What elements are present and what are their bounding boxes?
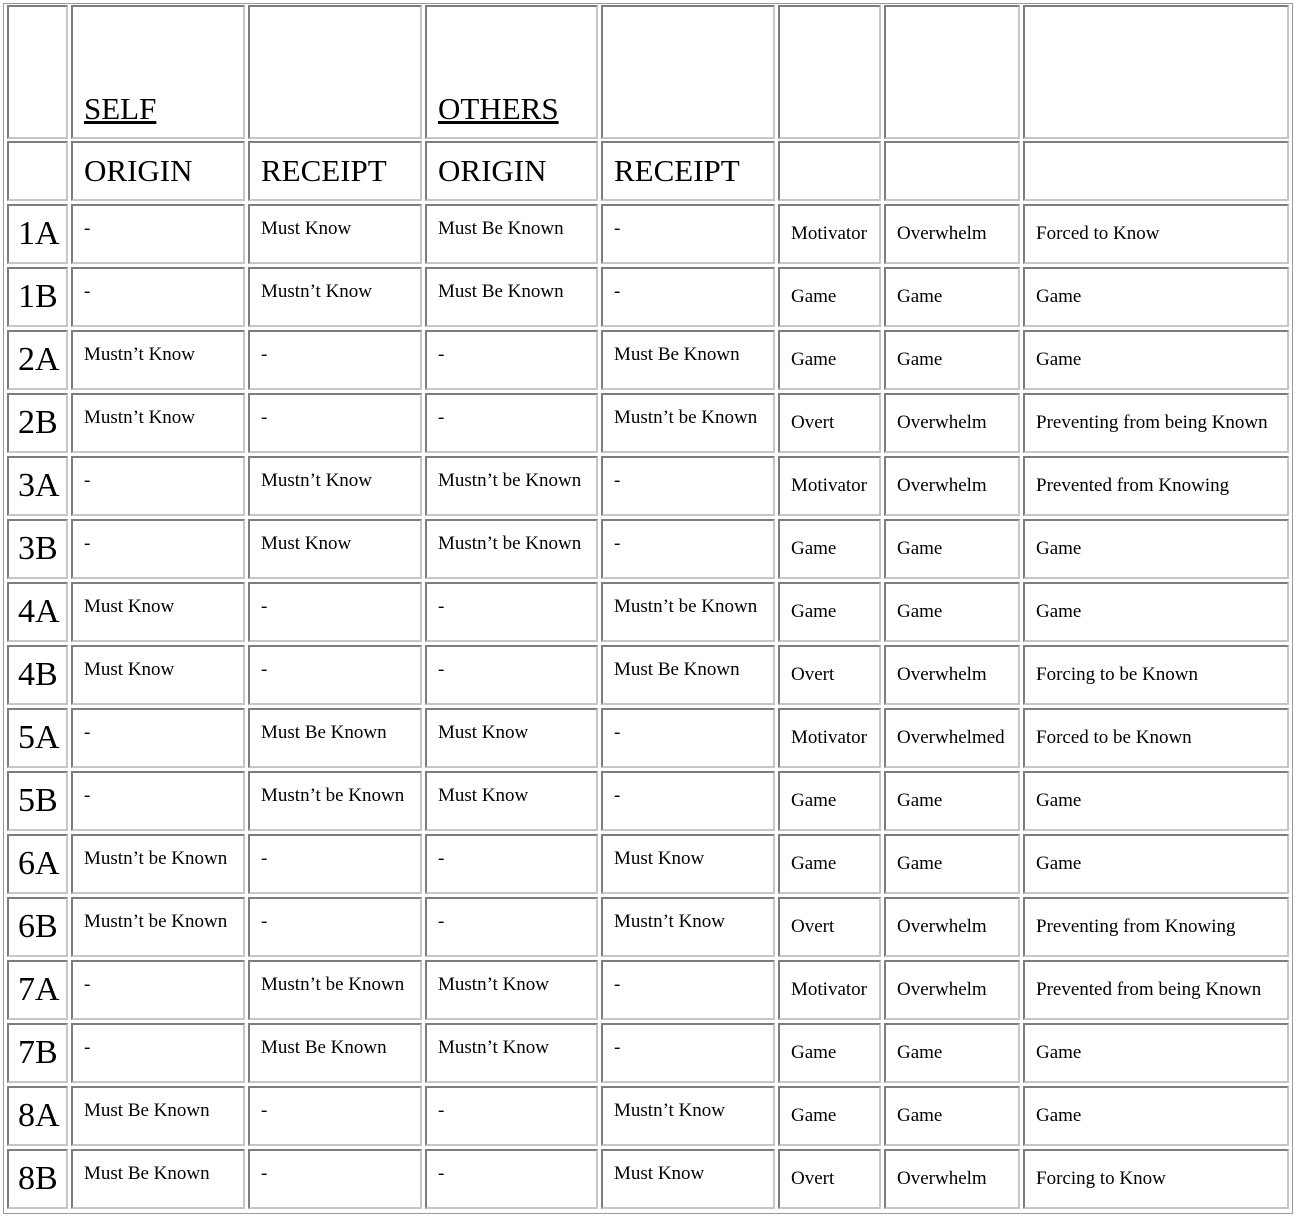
effect-cell: Overwhelm	[884, 456, 1020, 516]
others-receipt-cell: Must Be Known	[601, 330, 775, 390]
self-receipt-cell: Must Know	[248, 204, 422, 264]
row-label: 4B	[7, 645, 68, 705]
description-cell: Game	[1023, 267, 1289, 327]
effect-cell: Game	[884, 1023, 1020, 1083]
self-receipt-cell: -	[248, 1086, 422, 1146]
header-empty-cell	[884, 141, 1020, 201]
self-receipt-header: RECEIPT	[248, 141, 422, 201]
others-receipt-cell: Must Know	[601, 1149, 775, 1209]
header-empty-cell	[601, 5, 775, 139]
effect-cell: Game	[884, 519, 1020, 579]
self-origin-cell: Must Be Known	[71, 1086, 245, 1146]
self-origin-cell: Mustn’t Know	[71, 330, 245, 390]
header-corner-cell	[7, 141, 68, 201]
others-origin-cell: Must Know	[425, 771, 598, 831]
row-label: 5B	[7, 771, 68, 831]
others-receipt-cell: Must Be Known	[601, 645, 775, 705]
know-matrix-table	[3, 3, 1293, 1214]
type-cell: Overt	[778, 897, 881, 957]
type-cell: Overt	[778, 393, 881, 453]
others-origin-cell: Must Be Known	[425, 204, 598, 264]
self-receipt-cell: Mustn’t Know	[248, 456, 422, 516]
header-self-group: SELF	[71, 5, 245, 139]
others-origin-header: ORIGIN	[425, 141, 598, 201]
description-cell: Preventing from Knowing	[1023, 897, 1289, 957]
description-cell: Game	[1023, 1086, 1289, 1146]
others-receipt-header: RECEIPT	[601, 141, 775, 201]
others-receipt-cell: -	[601, 456, 775, 516]
self-receipt-cell: -	[248, 897, 422, 957]
description-cell: Game	[1023, 519, 1289, 579]
self-receipt-cell: -	[248, 834, 422, 894]
others-origin-cell: -	[425, 1149, 598, 1209]
self-origin-cell: Must Be Known	[71, 1149, 245, 1209]
self-receipt-cell: Mustn’t Know	[248, 267, 422, 327]
others-origin-cell: -	[425, 393, 598, 453]
description-cell: Preventing from being Known	[1023, 393, 1289, 453]
others-origin-cell: -	[425, 834, 598, 894]
type-cell: Overt	[778, 645, 881, 705]
effect-cell: Game	[884, 330, 1020, 390]
self-receipt-cell: Must Be Known	[248, 708, 422, 768]
effect-cell: Game	[884, 771, 1020, 831]
description-cell: Game	[1023, 1023, 1289, 1083]
row-label: 2B	[7, 393, 68, 453]
self-origin-cell: -	[71, 519, 245, 579]
self-origin-cell: -	[71, 456, 245, 516]
description-cell: Prevented from Knowing	[1023, 456, 1289, 516]
self-origin-cell: -	[71, 1023, 245, 1083]
type-cell: Motivator	[778, 456, 881, 516]
others-origin-cell: -	[425, 897, 598, 957]
others-origin-cell: -	[425, 330, 598, 390]
others-receipt-cell: -	[601, 267, 775, 327]
self-origin-cell: -	[71, 267, 245, 327]
header-empty-cell	[778, 141, 881, 201]
others-origin-cell: Must Know	[425, 708, 598, 768]
others-receipt-cell: Must Know	[601, 834, 775, 894]
self-origin-cell: -	[71, 708, 245, 768]
description-cell: Game	[1023, 330, 1289, 390]
type-cell: Overt	[778, 1149, 881, 1209]
others-origin-cell: -	[425, 582, 598, 642]
others-receipt-cell: -	[601, 708, 775, 768]
self-origin-cell: Mustn’t be Known	[71, 897, 245, 957]
row-label: 4A	[7, 582, 68, 642]
self-origin-cell: -	[71, 771, 245, 831]
type-cell: Game	[778, 1086, 881, 1146]
header-others-group: OTHERS	[425, 5, 598, 139]
others-receipt-cell: -	[601, 204, 775, 264]
header-empty-cell	[778, 5, 881, 139]
type-cell: Game	[778, 771, 881, 831]
type-cell: Game	[778, 267, 881, 327]
self-receipt-cell: Must Know	[248, 519, 422, 579]
description-cell: Game	[1023, 834, 1289, 894]
description-cell: Prevented from being Known	[1023, 960, 1289, 1020]
description-cell: Forcing to be Known	[1023, 645, 1289, 705]
type-cell: Game	[778, 1023, 881, 1083]
effect-cell: Game	[884, 1086, 1020, 1146]
self-origin-cell: -	[71, 960, 245, 1020]
self-receipt-cell: Mustn’t be Known	[248, 771, 422, 831]
effect-cell: Overwhelm	[884, 393, 1020, 453]
self-origin-cell: Mustn’t Know	[71, 393, 245, 453]
header-empty-cell	[1023, 5, 1289, 139]
others-receipt-cell: -	[601, 1023, 775, 1083]
self-origin-cell: Must Know	[71, 582, 245, 642]
effect-cell: Overwhelm	[884, 897, 1020, 957]
others-receipt-cell: Mustn’t Know	[601, 897, 775, 957]
effect-cell: Overwhelmed	[884, 708, 1020, 768]
self-receipt-cell: -	[248, 330, 422, 390]
row-label: 1A	[7, 204, 68, 264]
self-receipt-cell: -	[248, 393, 422, 453]
row-label: 7A	[7, 960, 68, 1020]
self-origin-cell: Must Know	[71, 645, 245, 705]
row-label: 5A	[7, 708, 68, 768]
row-label: 7B	[7, 1023, 68, 1083]
type-cell: Game	[778, 330, 881, 390]
type-cell: Motivator	[778, 204, 881, 264]
description-cell: Game	[1023, 582, 1289, 642]
row-label: 8B	[7, 1149, 68, 1209]
others-origin-cell: -	[425, 1086, 598, 1146]
header-corner-cell	[7, 5, 68, 139]
effect-cell: Overwhelm	[884, 204, 1020, 264]
self-receipt-cell: -	[248, 645, 422, 705]
effect-cell: Game	[884, 834, 1020, 894]
description-cell: Game	[1023, 771, 1289, 831]
description-cell: Forced to be Known	[1023, 708, 1289, 768]
others-receipt-cell: Mustn’t Know	[601, 1086, 775, 1146]
row-label: 3A	[7, 456, 68, 516]
others-receipt-cell: Mustn’t be Known	[601, 582, 775, 642]
description-cell: Forcing to Know	[1023, 1149, 1289, 1209]
effect-cell: Game	[884, 582, 1020, 642]
others-origin-cell: -	[425, 645, 598, 705]
others-origin-cell: Mustn’t be Known	[425, 456, 598, 516]
self-receipt-cell: Must Be Known	[248, 1023, 422, 1083]
self-receipt-cell: Mustn’t be Known	[248, 960, 422, 1020]
others-origin-cell: Mustn’t Know	[425, 1023, 598, 1083]
self-receipt-cell: -	[248, 1149, 422, 1209]
others-receipt-cell: -	[601, 519, 775, 579]
effect-cell: Overwhelm	[884, 645, 1020, 705]
type-cell: Motivator	[778, 708, 881, 768]
description-cell: Forced to Know	[1023, 204, 1289, 264]
row-label: 3B	[7, 519, 68, 579]
row-label: 6A	[7, 834, 68, 894]
header-empty-cell	[248, 5, 422, 139]
others-receipt-cell: -	[601, 771, 775, 831]
self-origin-cell: -	[71, 204, 245, 264]
row-label: 1B	[7, 267, 68, 327]
others-origin-cell: Must Be Known	[425, 267, 598, 327]
effect-cell: Game	[884, 267, 1020, 327]
row-label: 6B	[7, 897, 68, 957]
type-cell: Motivator	[778, 960, 881, 1020]
type-cell: Game	[778, 582, 881, 642]
others-origin-cell: Mustn’t Know	[425, 960, 598, 1020]
row-label: 2A	[7, 330, 68, 390]
others-receipt-cell: Mustn’t be Known	[601, 393, 775, 453]
effect-cell: Overwhelm	[884, 960, 1020, 1020]
effect-cell: Overwhelm	[884, 1149, 1020, 1209]
type-cell: Game	[778, 519, 881, 579]
others-origin-cell: Mustn’t be Known	[425, 519, 598, 579]
others-receipt-cell: -	[601, 960, 775, 1020]
self-origin-header: ORIGIN	[71, 141, 245, 201]
header-empty-cell	[884, 5, 1020, 139]
header-empty-cell	[1023, 141, 1289, 201]
self-origin-cell: Mustn’t be Known	[71, 834, 245, 894]
row-label: 8A	[7, 1086, 68, 1146]
self-receipt-cell: -	[248, 582, 422, 642]
type-cell: Game	[778, 834, 881, 894]
